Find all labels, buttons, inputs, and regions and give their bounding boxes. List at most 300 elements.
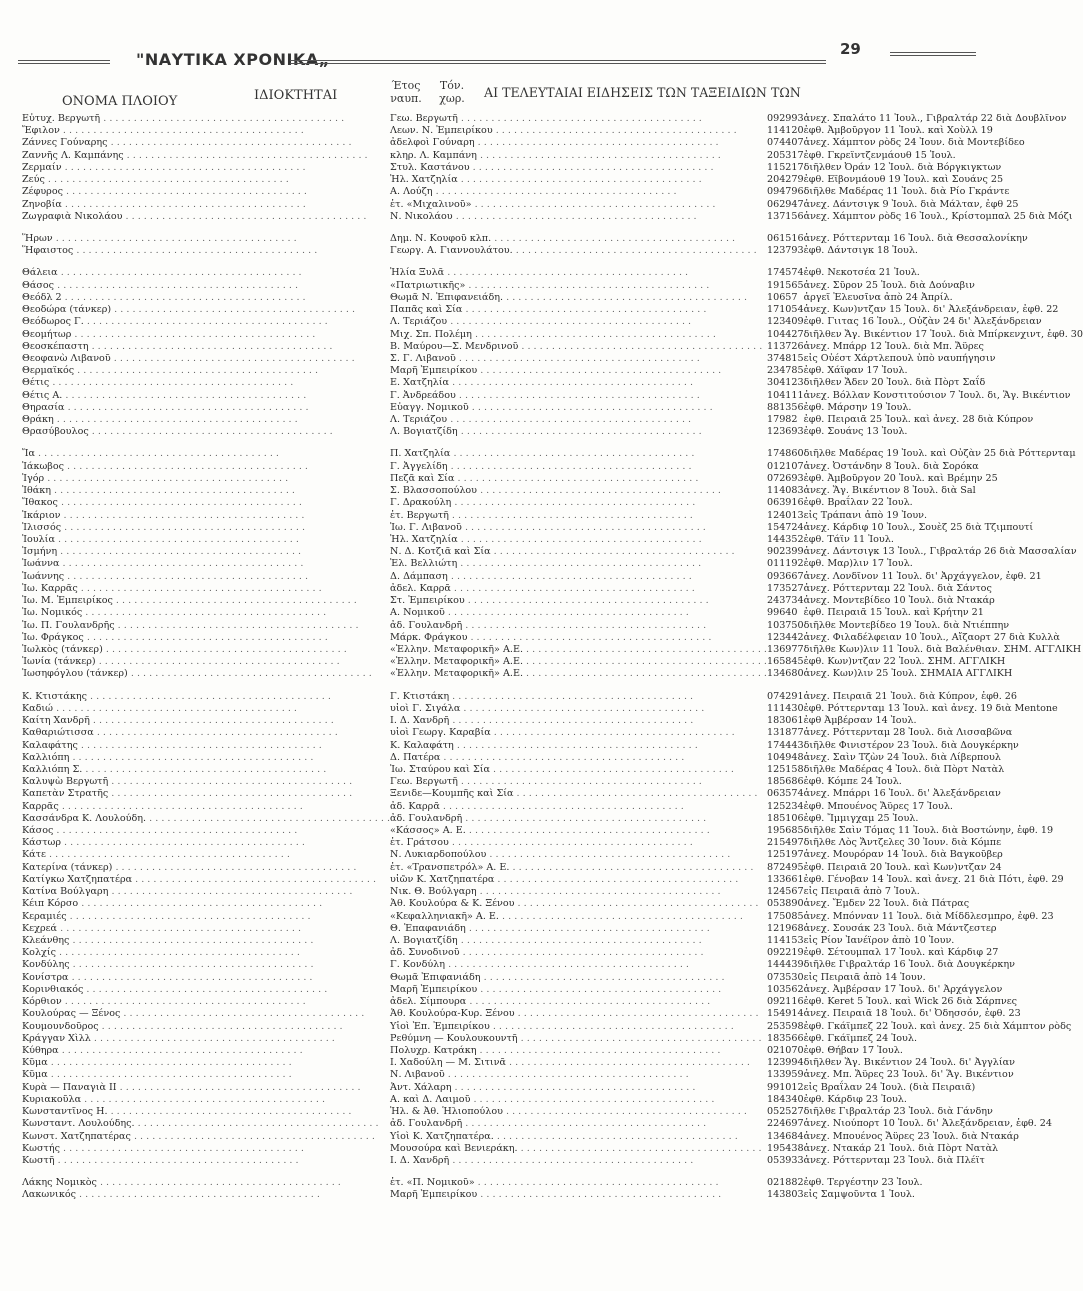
ship-owner: Παπᾶς καὶ Σία . . . . . . . . . . . . . . . . . . . . . . . . . . . . . . . . . . . . . . . .	[390, 304, 707, 316]
ship-owner: Ἠλία Ξυλᾶ . . . . . . . . . . . . . . . . . . . . . . . . . . . . . . . . . . . . . . . .	[390, 267, 689, 279]
gross-tonnage: 5217	[779, 161, 804, 173]
voyage-news: ἐφθ. Γκάϊμπεζ 22 Ἰουλ. καὶ ἀνεχ. 25 διὰ Χάμπτον ρὸδς	[803, 1020, 1072, 1032]
ship-row	[22, 390, 1083, 402]
leader-dots: . . . . . . . . . . . . . . . . . . . . . . . . . . . . . . . . . . . . . . . .	[468, 401, 713, 413]
build-year: 22	[766, 1118, 780, 1130]
ship-owner: Υἱοὶ Κ. Χατζηπατέρα. . . . . . . . . . . . . . . . . . . . . . . . . . . . . . . . . . . . . . . . .	[390, 1130, 738, 1142]
group-spacer	[22, 223, 1083, 233]
leader-dots: . . . . . . . . . . . . . . . . . . . . . . . . . . . . . . . . . . . . . . . .	[96, 1177, 341, 1189]
ship-name: Ἰωάννης . . . . . . . . . . . . . . . . . . . . . . . . . . . . . . . . . . . . . . . .	[22, 570, 309, 582]
voyage-news: ἀνεχ. Μπόνναν 11 Ἰουλ. διὰ Μίδδλεσμπρο, ἐφθ. 23	[803, 910, 1054, 922]
ship-row	[22, 448, 1083, 460]
voyage-news: ἐφθ. Γιιτας 16 Ἰουλ., Οὐζὰν 24 δι' Ἀλεξάνδρειαν	[803, 316, 1042, 328]
gross-tonnage: 2495	[779, 861, 804, 873]
voyage-news: ἐφθ. Κων)ντζαν 22 Ἰουλ. ΣΗΜ. ΑΓΓΛΙΚΗ	[803, 656, 1006, 668]
ship-name: Θάλεια . . . . . . . . . . . . . . . . . . . . . . . . . . . . . . . . . . . . . . . .	[22, 267, 302, 279]
ship-row	[22, 341, 1083, 353]
leader-dots: . . . . . . . . . . . . . . . . . . . . . . . . . . . . . . . . . . . . . . . .	[146, 812, 391, 824]
ship-name: Θράκη . . . . . . . . . . . . . . . . . . . . . . . . . . . . . . . . . . . . . . . .	[22, 414, 298, 426]
leader-dots: . . . . . . . . . . . . . . . . . . . . . . . . . . . . . . . . . . . . . . . .	[477, 983, 722, 995]
ship-name: Κράγγαν Χὶλλ . . . . . . . . . . . . . . . . . . . . . . . . . . . . . . . . . . . . . . . .	[22, 1032, 335, 1044]
ship-owner: ἐτ. Βεργωτῆ . . . . . . . . . . . . . . . . . . . . . . . . . . . . . . . . . . . . . . . .	[390, 509, 693, 521]
leader-dots: . . . . . . . . . . . . . . . . . . . . . . . . . . . . . . . . . . . . . . . .	[108, 788, 353, 800]
ship-name: Ζερμαίν . . . . . . . . . . . . . . . . . . . . . . . . . . . . . . . . . . . . . . . .	[22, 161, 306, 173]
ship-name: Εὐτυχ. Βεργωτῆ . . . . . . . . . . . . . . . . . . . . . . . . . . . . . . . . . . . . . . . .	[22, 113, 345, 124]
ship-owner: Δ. Πατέρα . . . . . . . . . . . . . . . . . . . . . . . . . . . . . . . . . . . . . . . .	[390, 751, 685, 763]
voyage-news: ἐφθ. Keret 5 Ἰουλ. καὶ Wick 26 διὰ Σάρπνες	[803, 996, 1018, 1008]
ship-owner: Α. καὶ Δ. Λαιμοῦ . . . . . . . . . . . . . . . . . . . . . . . . . . . . . . . . . . . . . . . .	[390, 1093, 715, 1105]
leader-dots: . . . . . . . . . . . . . . . . . . . . . . . . . . . . . . . . . . . . . . . .	[132, 873, 377, 885]
gross-tonnage: 4083	[779, 485, 804, 497]
leader-dots: . . . . . . . . . . . . . . . . . . . . . . . . . . . . . . . . . . . . . . . .	[512, 245, 757, 257]
leader-dots: . . . . . . . . . . . . . . . . . . . . . . . . . . . . . . . . . . . . . . . .	[45, 849, 290, 861]
ship-row	[22, 886, 1083, 898]
ship-row	[22, 703, 1083, 715]
ship-row	[22, 776, 1083, 788]
ship-name: Ἰκάριον . . . . . . . . . . . . . . . . . . . . . . . . . . . . . . . . . . . . . . . .	[22, 509, 305, 521]
leader-dots: . . . . . . . . . . . . . . . . . . . . . . . . . . . . . . . . . . . . . . . .	[134, 1118, 379, 1130]
leader-dots: . . . . . . . . . . . . . . . . . . . . . . . . . . . . . . . . . . . . . . . .	[102, 643, 347, 655]
build-year: 07	[766, 137, 780, 149]
build-year: 13	[766, 668, 780, 680]
ship-row	[22, 377, 1083, 389]
leader-dots: . . . . . . . . . . . . . . . . . . . . . . . . . . . . . . . . . . . . . . . .	[523, 668, 767, 680]
ship-name: Κλεάνθης . . . . . . . . . . . . . . . . . . . . . . . . . . . . . . . . . . . . . . . .	[22, 935, 314, 946]
leader-dots: . . . . . . . . . . . . . . . . . . . . . . . . . . . . . . . . . . . . . . . .	[448, 509, 693, 521]
leader-dots: . . . . . . . . . . . . . . . . . . . . . . . . . . . . . . . . . . . . . . . .	[49, 377, 294, 389]
ship-row	[22, 1094, 1083, 1106]
build-year: 18	[766, 776, 780, 788]
gross-tonnage: 3598	[779, 1020, 804, 1032]
voyage-news: ἀνεχ. Νιούπορτ 10 Ἰουλ. δι' Ἀλεξάνδρειαν, ἐφθ. 24	[803, 1118, 1052, 1130]
build-year: 99	[766, 1081, 780, 1093]
build-year: 19	[766, 279, 780, 291]
ship-name: Θάσος . . . . . . . . . . . . . . . . . . . . . . . . . . . . . . . . . . . . . . . .	[22, 279, 299, 291]
leader-dots: . . . . . . . . . . . . . . . . . . . . . . . . . . . . . . . . . . . . . . . .	[61, 996, 306, 1008]
leader-dots: . . . . . . . . . . . . . . . . . . . . . . . . . . . . . . . . . . . . . . . .	[122, 210, 367, 222]
ship-row	[22, 752, 1083, 764]
gross-tonnage: 4123	[779, 377, 804, 389]
leader-dots: . . . . . . . . . . . . . . . . . . . . . . . . . . . . . . . . . . . . . . . .	[88, 340, 333, 352]
header-rule-left	[18, 60, 110, 64]
voyage-news: διῆλθε Γιβραλτάρ 23 Ἰουλ. διὰ Γάνδην	[803, 1106, 993, 1118]
ship-name: Θρασύβουλος . . . . . . . . . . . . . . . . . . . . . . . . . . . . . . . . . . . . . . . .	[22, 426, 333, 438]
gross-tonnage: 7156	[779, 210, 804, 222]
leader-dots: . . . . . . . . . . . . . . . . . . . . . . . . . . . . . . . . . . . . . . . .	[61, 291, 306, 303]
leader-dots: . . . . . . . . . . . . . . . . . . . . . . . . . . . . . . . . . . . . . . . .	[58, 800, 303, 812]
ship-name: Ἰω. Π. Γουλανδρῆς . . . . . . . . . . . . . . . . . . . . . . . . . . . . . . . . . . . . . . . .	[22, 619, 359, 631]
ship-row	[22, 211, 1083, 223]
ship-row	[22, 267, 1083, 279]
build-year: 87	[766, 861, 780, 873]
leader-dots: . . . . . . . . . . . . . . . . . . . . . . . . . . . . . . . . . . . . . . . .	[108, 776, 353, 788]
voyage-news: διῆλθε Μαδέρας 11 Ἰουλ. διὰ Ρίο Γκράντε	[803, 186, 1010, 198]
leader-dots: . . . . . . . . . . . . . . . . . . . . . . . . . . . . . . . . . . . . . . . .	[107, 137, 352, 149]
build-year: 12	[766, 849, 780, 861]
voyage-news: ἐφθ. Τεργέστην 23 Ἰουλ.	[803, 1177, 923, 1189]
ship-name: Ἰάκωβος . . . . . . . . . . . . . . . . . . . . . . . . . . . . . . . . . . . . . . . .	[22, 460, 308, 472]
ship-row	[22, 668, 1083, 680]
ship-row	[22, 1021, 1083, 1033]
build-year: 11	[766, 935, 780, 946]
gross-tonnage: 4352	[779, 534, 804, 545]
ship-owner: «Ἑλλην. Μεταφορικῆ» Α.Ε. . . . . . . . . . . . . . . . . . . . . . . . . . . . . . . . . . . . . . . . .	[390, 643, 767, 655]
ship-owner: Ρεθύμνη — Κουλουκουντῆ . . . . . . . . . . . . . . . . . . . . . . . . . . . . . . . . . . . . . . . .	[390, 1032, 762, 1044]
leader-dots: . . . . . . . . . . . . . . . . . . . . . . . . . . . . . . . . . . . . . . . .	[476, 1044, 721, 1056]
ship-owner: Λ. Βογιατζίδη . . . . . . . . . . . . . . . . . . . . . . . . . . . . . . . . . . . . . . . .	[390, 935, 702, 946]
ship-row	[22, 1155, 1083, 1167]
gross-tonnage: 4914	[779, 1008, 804, 1020]
leader-dots: . . . . . . . . . . . . . . . . . . . . . . . . . . . . . . . . . . . . . . . .	[114, 619, 359, 631]
gross-tonnage: 1565	[779, 279, 804, 291]
build-year: 12	[766, 886, 780, 898]
voyage-news: ἐφθ. Ἴμμιγχαμ 25 Ἰουλ.	[803, 812, 919, 824]
gross-tonnage: 3793	[779, 245, 804, 257]
gross-tonnage: 4815	[779, 352, 804, 364]
ship-name: Κονδύλης . . . . . . . . . . . . . . . . . . . . . . . . . . . . . . . . . . . . . . . .	[22, 959, 314, 971]
ship-name: Καρρᾶς . . . . . . . . . . . . . . . . . . . . . . . . . . . . . . . . . . . . . . . .	[22, 800, 303, 812]
leader-dots: . . . . . . . . . . . . . . . . . . . . . . . . . . . . . . . . . . . . . . . .	[452, 210, 697, 222]
gross-tonnage: 3933	[779, 1154, 804, 1166]
magazine-title: "ΝΑΥΤΙΚΑ ΧΡΟΝΙΚΑ„	[136, 50, 330, 69]
ship-name: Καλυψὼ Βεργωτῆ . . . . . . . . . . . . . . . . . . . . . . . . . . . . . . . . . . . . . . . .	[22, 776, 353, 788]
build-year: 09	[766, 947, 780, 959]
gross-tonnage: 4680	[779, 668, 804, 680]
leader-dots: . . . . . . . . . . . . . . . . . . . . . . . . . . . . . . . . . . . . . . . .	[112, 595, 357, 607]
ship-name: Κεραμιές . . . . . . . . . . . . . . . . . . . . . . . . . . . . . . . . . . . . . . . .	[22, 910, 311, 922]
ship-owner: Ἀθ. Κουλούρα & Κ. Ξένου . . . . . . . . . . . . . . . . . . . . . . . . . . . . . . . . . . . . . . . .	[390, 898, 759, 910]
gross-tonnage: 5197	[779, 849, 804, 861]
ship-name: Ἰωάννα . . . . . . . . . . . . . . . . . . . . . . . . . . . . . . . . . . . . . . . .	[22, 558, 304, 570]
voyage-news: ἐφθ. Βραΐλαν 22 Ἰουλ.	[803, 497, 913, 509]
leader-dots: . . . . . . . . . . . . . . . . . . . . . . . . . . . . . . . . . . . . . . . .	[453, 739, 698, 751]
gross-tonnage: 4948	[779, 751, 804, 763]
gross-tonnage: 3574	[779, 788, 804, 800]
gross-tonnage: 5685	[779, 825, 804, 837]
ship-owner: Λ. Τεριάζου . . . . . . . . . . . . . . . . . . . . . . . . . . . . . . . . . . . . . . . .	[390, 316, 692, 328]
ship-row	[22, 1008, 1083, 1020]
ship-row	[22, 825, 1083, 837]
ship-owner: Γεω. Βεργωτῆ . . . . . . . . . . . . . . . . . . . . . . . . . . . . . . . . . . . . . . . .	[390, 776, 702, 788]
ship-name: Κύθηρα . . . . . . . . . . . . . . . . . . . . . . . . . . . . . . . . . . . . . . . .	[22, 1044, 303, 1056]
gross-tonnage: 4574	[779, 267, 804, 279]
ship-row	[22, 292, 1083, 304]
ship-row	[22, 911, 1083, 923]
leader-dots: . . . . . . . . . . . . . . . . . . . . . . . . . . . . . . . . . . . . . . . .	[447, 316, 692, 328]
build-year: 19	[766, 1142, 780, 1154]
build-year: 07	[766, 690, 780, 702]
ship-owner: Νικ. Θ. Βούλγαρη . . . . . . . . . . . . . . . . . . . . . . . . . . . . . . . . . . . . . . . .	[390, 886, 721, 898]
leader-dots: . . . . . . . . . . . . . . . . . . . . . . . . . . . . . . . . . . . . . . . .	[69, 959, 314, 971]
voyage-news: ἐφθ. Τάϊν 11 Ἰουλ.	[803, 534, 894, 545]
voyage-news: ἐφθ. Πειραιᾶ 15 Ἰουλ. καὶ Κρήτην 21	[803, 607, 984, 619]
leader-dots: . . . . . . . . . . . . . . . . . . . . . . . . . . . . . . . . . . . . . . . .	[75, 1189, 320, 1201]
ship-row	[22, 304, 1083, 316]
gross-tonnage: 1516	[779, 232, 804, 244]
leader-dots: . . . . . . . . . . . . . . . . . . . . . . . . . . . . . . . . . . . . . . . .	[64, 570, 309, 582]
build-year: 13	[766, 1069, 780, 1081]
voyage-news: διῆλθε Λὸς Ἄντζελες 30 Ἰουν. διὰ Κόμπε	[803, 837, 1002, 849]
leader-dots: . . . . . . . . . . . . . . . . . . . . . . . . . . . . . . . . . . . . . . . .	[47, 1057, 292, 1069]
build-year: 01	[766, 460, 780, 472]
ship-name: Καπετὰν Στρατῆς . . . . . . . . . . . . . . . . . . . . . . . . . . . . . . . . . . . . . . . .	[22, 788, 353, 800]
leader-dots: . . . . . . . . . . . . . . . . . . . . . . . . . . . . . . . . . . . . . . . .	[83, 631, 328, 643]
leader-dots: . . . . . . . . . . . . . . . . . . . . . . . . . . . . . . . . . . . . . . . .	[474, 1177, 719, 1189]
leader-dots: . . . . . . . . . . . . . . . . . . . . . . . . . . . . . . . . . . . . . . . .	[57, 546, 302, 558]
page-number: 29	[840, 40, 861, 58]
ship-owner: Ἐλ. Βελλιώτη . . . . . . . . . . . . . . . . . . . . . . . . . . . . . . . . . . . . . . . .	[390, 558, 702, 570]
gross-tonnage: 4153	[779, 935, 804, 946]
voyage-news: ἀνεχ. Μπ. Ἄϋρες 23 Ἰουλ. δι' Ἅγ. Βικέντιον	[803, 1069, 1014, 1081]
ship-name: Θεοσκέπαστη . . . . . . . . . . . . . . . . . . . . . . . . . . . . . . . . . . . . . . . .	[22, 340, 333, 352]
voyage-news: ἀνεχ. Ἅγ. Βικέντιον 8 Ἰουλ. διὰ Sal	[803, 485, 976, 497]
leader-dots: . . . . . . . . . . . . . . . . . . . . . . . . . . . . . . . . . . . . . . . .	[471, 328, 716, 340]
voyage-news: ἀνεχ. Σουσάκ 23 Ἰουλ. διὰ Μάντζεστερ	[803, 922, 997, 934]
ship-owner: Π. Χατζηλία . . . . . . . . . . . . . . . . . . . . . . . . . . . . . . . . . . . . . . . .	[390, 448, 695, 460]
build-year: 14	[766, 534, 780, 545]
build-year: 17	[766, 448, 780, 460]
ship-owner: Υἱοὶ Ἐπ. Ἐμπειρίκου . . . . . . . . . . . . . . . . . . . . . . . . . . . . . . . . . . . . . . . .	[390, 1020, 734, 1032]
voyage-news: ἀνεχ. Πειραιᾶ 21 Ἰουλ. διὰ Κύπρον, ἐφθ. 26	[803, 690, 1018, 702]
ship-owner: Μαρῆ Ἐμπειρίκου . . . . . . . . . . . . . . . . . . . . . . . . . . . . . . . . . . . . . . . .	[390, 983, 722, 995]
gross-tonnage: 1882	[779, 1177, 804, 1189]
leader-dots: . . . . . . . . . . . . . . . . . . . . . . . . . . . . . . . . . . . . . . . .	[93, 727, 338, 739]
ship-name: Ζεύς . . . . . . . . . . . . . . . . . . . . . . . . . . . . . . . . . . . . . . . .	[22, 174, 289, 186]
ship-row	[22, 125, 1083, 137]
build-year: 17	[766, 739, 780, 751]
ship-owner: υἱοὶ Γ. Σιγάλα . . . . . . . . . . . . . . . . . . . . . . . . . . . . . . . . . . . . . . . .	[390, 702, 705, 714]
leader-dots: . . . . . . . . . . . . . . . . . . . . . . . . . . . . . . . . . . . . . . . .	[447, 414, 692, 426]
build-year: 11	[766, 125, 780, 137]
ship-row	[22, 150, 1083, 162]
ship-name: Καλλιόπη . . . . . . . . . . . . . . . . . . . . . . . . . . . . . . . . . . . . . . . .	[22, 751, 314, 763]
voyage-news: ἐφθ. Θήβαν 17 Ἰουλ.	[803, 1044, 903, 1056]
ship-name: Ἰωνία (τάνκερ) . . . . . . . . . . . . . . . . . . . . . . . . . . . . . . . . . . . . . . . .	[22, 656, 340, 668]
leader-dots: . . . . . . . . . . . . . . . . . . . . . . . . . . . . . . . . . . . . . . . .	[64, 401, 309, 413]
ship-name: Ἥφαιστος . . . . . . . . . . . . . . . . . . . . . . . . . . . . . . . . . . . . . . . .	[22, 245, 318, 257]
ship-row	[22, 607, 1083, 619]
gross-tonnage: 3693	[779, 426, 804, 438]
build-year: 05	[766, 1154, 780, 1166]
voyage-news: εἰς Πειραιᾶ ἀπὸ 7 Ἰουλ.	[803, 886, 920, 898]
gross-tonnage: 3527	[779, 582, 804, 594]
build-year: 37	[766, 352, 780, 364]
ship-row	[22, 1069, 1083, 1081]
gross-tonnage: 5317	[779, 149, 804, 161]
leader-dots: . . . . . . . . . . . . . . . . . . . . . . . . . . . . . . . . . . . . . . . .	[445, 959, 689, 971]
ship-row	[22, 571, 1083, 583]
ship-name: Ἔφιλον . . . . . . . . . . . . . . . . . . . . . . . . . . . . . . . . . . . . . . . .	[22, 125, 304, 137]
ship-owner: ἐτ. «Τρανσπετρόλ» Α. Ε. . . . . . . . . . . . . . . . . . . . . . . . . . . . . . . . . . . . . . . . .	[390, 861, 754, 873]
leader-dots: . . . . . . . . . . . . . . . . . . . . . . . . . . . . . . . . . . . . . . . .	[69, 935, 314, 946]
voyage-news: ἐφθ. Γένοβαν 14 Ἰουλ. καὶ ἀνεχ. 21 διὰ Πότι, ἐφθ. 29	[803, 873, 1064, 885]
leader-dots: . . . . . . . . . . . . . . . . . . . . . . . . . . . . . . . . . . . . . . . .	[457, 558, 702, 570]
build-year: 17	[766, 582, 780, 594]
ship-name: Κάτε . . . . . . . . . . . . . . . . . . . . . . . . . . . . . . . . . . . . . . . .	[22, 849, 290, 861]
leader-dots: . . . . . . . . . . . . . . . . . . . . . . . . . . . . . . . . . . . . . . . .	[62, 186, 307, 198]
build-year: 24	[766, 595, 780, 607]
build-year: 14	[766, 1189, 780, 1201]
build-year: 12	[766, 509, 780, 521]
leader-dots: . . . . . . . . . . . . . . . . . . . . . . . . . . . . . . . . . . . . . . . .	[518, 340, 763, 352]
ship-owner: Λ. Βογιατζίδη . . . . . . . . . . . . . . . . . . . . . . . . . . . . . . . . . . . . . . . .	[390, 426, 702, 438]
build-year: 12	[766, 800, 780, 812]
group-spacer-cell	[22, 1167, 1083, 1177]
leader-dots: . . . . . . . . . . . . . . . . . . . . . . . . . . . . . . . . . . . . . . . .	[477, 1189, 722, 1201]
ship-row	[22, 162, 1083, 174]
leader-dots: . . . . . . . . . . . . . . . . . . . . . . . . . . . . . . . . . . . . . . . .	[61, 198, 306, 210]
voyage-news: διῆλθε Κων)λιν 11 Ἰουλ. διὰ Βαλένθιαν. ΣΗΜ. ΑΓΓΛΙΚΗ	[803, 643, 1082, 655]
voyage-news: διῆλθε Μοντεβίδεο 19 Ἰουλ. διὰ Ντιέππην	[803, 619, 1010, 631]
gross-tonnage: 5497	[779, 837, 804, 849]
ship-owner: Θωμᾶ Ἐπιφανιάδη . . . . . . . . . . . . . . . . . . . . . . . . . . . . . . . . . . . . . . . .	[390, 971, 725, 983]
gross-tonnage: 3890	[779, 898, 804, 910]
build-year: 90	[766, 546, 780, 558]
leader-dots: . . . . . . . . . . . . . . . . . . . . . . . . . . . . . . . . . . . . . . . .	[83, 983, 328, 995]
leader-dots: . . . . . . . . . . . . . . . . . . . . . . . . . . . . . . . . . . . . . . . .	[450, 582, 695, 594]
gross-tonnage: 4785	[779, 365, 804, 377]
ship-name: Κωνστ. Χατζηπατέρας . . . . . . . . . . . . . . . . . . . . . . . . . . . . . . . . . . . . . . . .	[22, 1130, 375, 1142]
ship-name: Καίτη Χανδρῆ . . . . . . . . . . . . . . . . . . . . . . . . . . . . . . . . . . . . . . . .	[22, 715, 334, 727]
gross-tonnage: 5845	[779, 656, 804, 668]
leader-dots: . . . . . . . . . . . . . . . . . . . . . . . . . . . . . . . . . . . . . . . .	[451, 497, 696, 509]
ship-row	[22, 656, 1083, 668]
ship-row	[22, 233, 1083, 245]
build-year: 13	[766, 727, 780, 739]
voyage-news: ἀνεχ. Σπαλάτο 11 Ἰουλ., Γιβραλτάρ 22 διὰ Δουβλῖνον	[803, 113, 1067, 124]
build-year: 11	[766, 702, 780, 714]
build-year: 17	[766, 414, 780, 426]
ship-row	[22, 813, 1083, 825]
voyage-news: ἀνεχ. Φιλαδέλφειαν 10 Ἰουλ., Αἴζαορτ 27 διὰ Κυλλὰ	[803, 631, 1060, 643]
gross-tonnage: 4697	[779, 1118, 804, 1130]
leader-dots: . . . . . . . . . . . . . . . . . . . . . . . . . . . . . . . . . . . . . . . .	[455, 389, 700, 401]
ship-owner: Ι. Χαδούλη — Μ. Σιτινᾶ . . . . . . . . . . . . . . . . . . . . . . . . . . . . . . . . . . . . . . . .	[390, 1057, 750, 1069]
ship-name: Θέτις . . . . . . . . . . . . . . . . . . . . . . . . . . . . . . . . . . . . . . . .	[22, 377, 294, 389]
voyage-news: ἐφθ. Μάρσην 19 Ἰουλ.	[803, 401, 912, 413]
ship-name: Ζηνοβία . . . . . . . . . . . . . . . . . . . . . . . . . . . . . . . . . . . . . . . .	[22, 198, 306, 210]
ship-owner: ἐτ. Γράτσου . . . . . . . . . . . . . . . . . . . . . . . . . . . . . . . . . . . . . . . .	[390, 837, 693, 849]
ship-owner: Γ. Ἀγγελίδη . . . . . . . . . . . . . . . . . . . . . . . . . . . . . . . . . . . . . . . .	[390, 460, 692, 472]
ship-owner: Ν. Νικολάου . . . . . . . . . . . . . . . . . . . . . . . . . . . . . . . . . . . . . . . .	[390, 210, 697, 222]
voyage-news: ἀνεχ. Μοντεβίδεο 10 Ἰουλ. διὰ Ντακάρ	[803, 595, 995, 607]
ship-name: Κουλούρας — Ξένος . . . . . . . . . . . . . . . . . . . . . . . . . . . . . . . . . . . . . . . .	[22, 1008, 365, 1020]
voyage-news: διῆλθε Φινιστέρον 23 Ἰουλ. διὰ Δουγκέρκην	[803, 739, 1019, 751]
voyage-news: διῆλθε Γιβραλτάρ 16 Ἰουλ. διὰ Δουγκέρκην	[803, 959, 1015, 971]
build-year: 12	[766, 763, 780, 775]
ship-name: Κωνσταντ. Λουλούδης. . . . . . . . . . . . . . . . . . . . . . . . . . . . . . . . . . . . . . . . .	[22, 1118, 379, 1130]
build-year: 09	[766, 570, 780, 582]
gross-tonnage: 3409	[779, 316, 804, 328]
leader-dots: . . . . . . . . . . . . . . . . . . . . . . . . . . . . . . . . . . . . . . . .	[457, 113, 702, 124]
build-year: 15	[766, 1008, 780, 1020]
build-year: 20	[766, 149, 780, 161]
leader-dots: . . . . . . . . . . . . . . . . . . . . . . . . . . . . . . . . . . . . . . . .	[474, 137, 719, 149]
group-spacer-cell	[22, 223, 1083, 233]
build-year: 11	[766, 161, 780, 173]
ship-row	[22, 353, 1083, 365]
ship-row	[22, 461, 1083, 473]
build-year: 10	[766, 619, 780, 631]
ship-owner: ἀδελ. Σίμπουρα . . . . . . . . . . . . . . . . . . . . . . . . . . . . . . . . . . . . . . . .	[390, 996, 711, 1008]
leader-dots: . . . . . . . . . . . . . . . . . . . . . . . . . . . . . . . . . . . . . . . .	[462, 812, 707, 824]
ship-owner: «Κεφαλληνιακῆ» Α. Ε. . . . . . . . . . . . . . . . . . . . . . . . . . . . . . . . . . . . . . . . .	[390, 910, 743, 922]
gross-tonnage: 2116	[779, 996, 804, 1008]
ship-owner: Μάρκ. Φράγκου . . . . . . . . . . . . . . . . . . . . . . . . . . . . . . . . . . . . . . . .	[390, 631, 712, 643]
ship-name: Κάστωρ . . . . . . . . . . . . . . . . . . . . . . . . . . . . . . . . . . . . . . . .	[22, 837, 305, 849]
leader-dots: . . . . . . . . . . . . . . . . . . . . . . . . . . . . . . . . . . . . . . . .	[123, 149, 368, 161]
ship-name: Θέτις Α. . . . . . . . . . . . . . . . . . . . . . . . . . . . . . . . . . . . . . . . .	[22, 389, 307, 401]
voyage-news: ἐφθ. Μπουένος Ἄϋρες 17 Ἰουλ.	[803, 800, 953, 812]
ship-owner: Β. Μαύρου—Σ. Μενδρινοῦ . . . . . . . . . . . . . . . . . . . . . . . . . . . . . . . . . . . . . . . .	[390, 340, 763, 352]
gross-tonnage: 4111	[779, 389, 804, 401]
ship-owner: Θ. Ἐπαφανιάδη . . . . . . . . . . . . . . . . . . . . . . . . . . . . . . . . . . . . . . . .	[390, 922, 710, 934]
build-year: 12	[766, 245, 780, 257]
gross-tonnage: 3442	[779, 631, 804, 643]
leader-dots: . . . . . . . . . . . . . . . . . . . . . . . . . . . . . . . . . . . . . . . .	[503, 291, 748, 303]
ship-row	[22, 801, 1083, 813]
ship-row	[22, 510, 1083, 522]
ship-row	[22, 245, 1083, 257]
leader-dots: . . . . . . . . . . . . . . . . . . . . . . . . . . . . . . . . . . . . . . . .	[517, 1142, 762, 1154]
gross-tonnage: 6977	[779, 643, 804, 655]
ship-owner: Ἠλ. Χατζηλία . . . . . . . . . . . . . . . . . . . . . . . . . . . . . . . . . . . . . . . .	[390, 534, 702, 545]
leader-dots: . . . . . . . . . . . . . . . . . . . . . . . . . . . . . . . . . . . . . . . .	[513, 788, 758, 800]
gross-tonnage: 5438	[779, 1142, 804, 1154]
voyage-news: ἀνεχ. Ρόττερνταμ 16 Ἰουλ. διὰ Θεσσαλονίκην	[803, 232, 1028, 244]
leader-dots: . . . . . . . . . . . . . . . . . . . . . . . . . . . . . . . . . . . . . . . .	[81, 1093, 326, 1105]
gross-tonnage: 2527	[779, 1106, 804, 1118]
ship-owner: Ἰω. Σταύρου καὶ Σία . . . . . . . . . . . . . . . . . . . . . . . . . . . . . . . . . . . . . . . .	[390, 763, 734, 775]
leader-dots: . . . . . . . . . . . . . . . . . . . . . . . . . . . . . . . . . . . . . . . .	[73, 245, 318, 257]
gross-tonnage: 3667	[779, 570, 804, 582]
ship-name: Κῦμα . . . . . . . . . . . . . . . . . . . . . . . . . . . . . . . . . . . . . . . .	[22, 1069, 292, 1081]
leader-dots: . . . . . . . . . . . . . . . . . . . . . . . . . . . . . . . . . . . . . . . .	[44, 472, 289, 484]
ship-owner: Γεω. Βεργωτῆ . . . . . . . . . . . . . . . . . . . . . . . . . . . . . . . . . . . . . . . .	[390, 113, 702, 124]
ship-row	[22, 849, 1083, 861]
leader-dots: . . . . . . . . . . . . . . . . . . . . . . . . . . . . . . . . . . . . . . . .	[77, 739, 322, 751]
leader-dots: . . . . . . . . . . . . . . . . . . . . . . . . . . . . . . . . . . . . . . . .	[74, 365, 319, 377]
leader-dots: . . . . . . . . . . . . . . . . . . . . . . . . . . . . . . . . . . . . . . . .	[61, 521, 306, 533]
gross-tonnage: 4291	[779, 690, 804, 702]
leader-dots: . . . . . . . . . . . . . . . . . . . . . . . . . . . . . . . . . . . . . . . .	[62, 389, 307, 401]
ship-name: Κουμουνδοῦρος . . . . . . . . . . . . . . . . . . . . . . . . . . . . . . . . . . . . . . . .	[22, 1020, 343, 1032]
ship-row	[22, 874, 1083, 886]
ship-name: Θερμαϊκός . . . . . . . . . . . . . . . . . . . . . . . . . . . . . . . . . . . . . . . .	[22, 365, 319, 377]
group-spacer	[22, 681, 1083, 691]
gross-tonnage: 3916	[779, 497, 804, 509]
ship-owner: υἱοὶ Γεωργ. Καραβία . . . . . . . . . . . . . . . . . . . . . . . . . . . . . . . . . . . . . . . .	[390, 727, 735, 739]
gross-tonnage: 5234	[779, 800, 804, 812]
gross-tonnage: 2107	[779, 460, 804, 472]
ship-name: Ἰωσηφόγλου (τάνκερ) . . . . . . . . . . . . . . . . . . . . . . . . . . . . . . . . . . . . . . . .	[22, 668, 372, 680]
leader-dots: . . . . . . . . . . . . . . . . . . . . . . . . . . . . . . . . . . . . . . . .	[90, 1032, 335, 1044]
voyage-news: διῆλθε Μαδέρας 19 Ἰουλ. καὶ Οὐζὰν 25 διὰ Ρόττερνταμ	[803, 448, 1076, 460]
ship-name: Κυριακοῦλα . . . . . . . . . . . . . . . . . . . . . . . . . . . . . . . . . . . . . . . .	[22, 1093, 326, 1105]
voyage-news: ἐφθ. Σέτουμπαλ 17 Ἰουλ. καὶ Κάρδιφ 27	[803, 947, 999, 959]
voyage-news: εἰς Πειραιᾶ ἀπὸ 14 Ἰουν.	[803, 971, 926, 983]
ship-owner: Πεζᾶ καὶ Σία . . . . . . . . . . . . . . . . . . . . . . . . . . . . . . . . . . . . . . . .	[390, 472, 699, 484]
leader-dots: . . . . . . . . . . . . . . . . . . . . . . . . . . . . . . . . . . . . . . . .	[82, 763, 327, 775]
build-year: 19	[766, 825, 780, 837]
leader-dots: . . . . . . . . . . . . . . . . . . . . . . . . . . . . . . . . . . . . . . . .	[53, 825, 298, 837]
leader-dots: . . . . . . . . . . . . . . . . . . . . . . . . . . . . . . . . . . . . . . . .	[449, 690, 694, 702]
leader-dots: . . . . . . . . . . . . . . . . . . . . . . . . . . . . . . . . . . . . . . . .	[523, 643, 767, 655]
leader-dots: . . . . . . . . . . . . . . . . . . . . . . . . . . . . . . . . . . . . . . . .	[100, 113, 345, 124]
ship-owner: Δημ. Ν. Κουφοῦ κλπ. . . . . . . . . . . . . . . . . . . . . . . . . . . . . . . . . . . . . . . . .	[390, 232, 736, 244]
gross-tonnage: 4796	[779, 186, 804, 198]
ship-name: Κῦμα . . . . . . . . . . . . . . . . . . . . . . . . . . . . . . . . . . . . . . . .	[22, 1057, 292, 1069]
